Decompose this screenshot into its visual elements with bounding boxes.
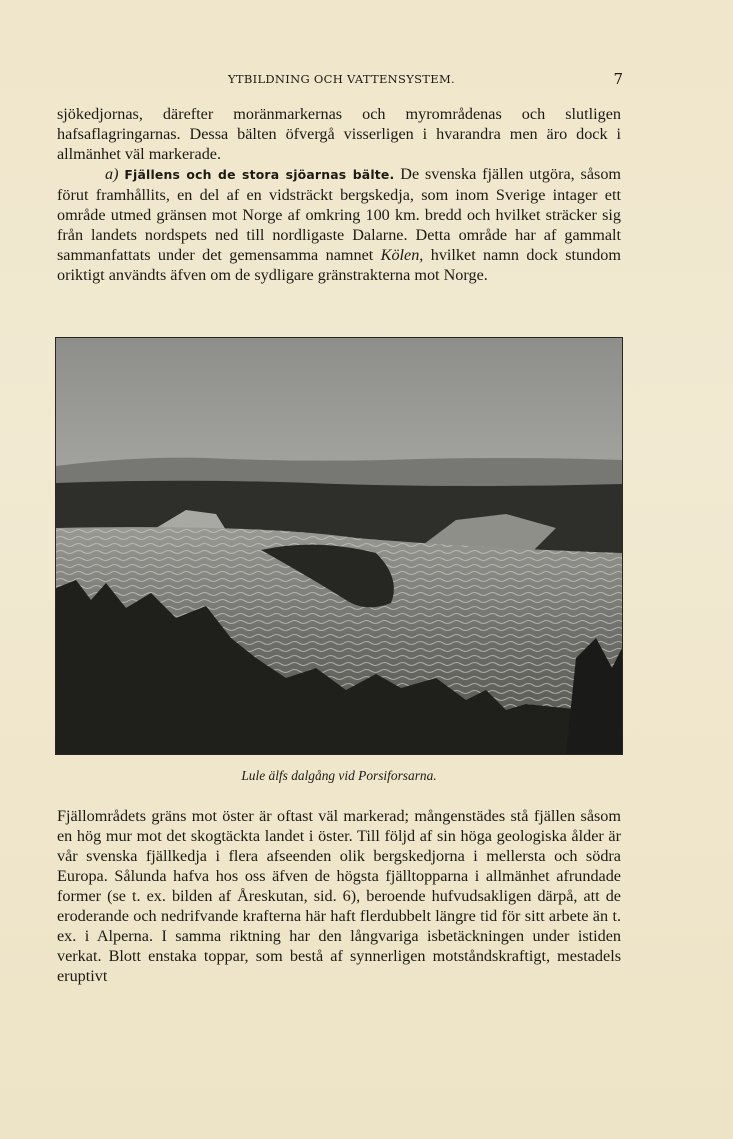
bottom-text-block (57, 806, 621, 986)
section-text-part-2: hvilket namn dock stundom oriktigt användts äfven om de sydligare gränstrakterna mot Norge. (57, 246, 621, 284)
page-number: 7 (613, 70, 623, 88)
running-title: YTBILDNING OCH VATTENSYSTEM. (228, 72, 455, 86)
kolen-term: Kölen, (380, 246, 424, 264)
top-text-block (57, 104, 621, 285)
running-header (57, 72, 626, 86)
figure-caption: Lule älfs dalgång vid Porsiforsarna. (241, 768, 437, 783)
landscape-photo (55, 337, 623, 755)
paragraph-section-a (57, 164, 621, 285)
section-text-part-1: De svenska fjällen utgöra, såsom förut framhållits, en del af en vidsträckt bergskedja, som inom Sverige intager ett område utmed gränsen mot Norge af omkring 100 km. bredd och hvilket sträcker sig från landets nordspets ned till nordligaste Dalarne. Detta område har af gammalt sammanfattats under det gemensamma namnet (57, 165, 622, 264)
section-heading: Fjällens och de stora sjöarnas bälte. (124, 167, 395, 182)
section-marker: a) (105, 165, 119, 183)
paragraph-intro: sjökedjornas, därefter moränmarkernas och myrområdenas och slutligen hafsaflagringarnas. Dessa bälten öfvergå visserligen i hvarandra men äro dock i allmänhet väl markerade. (57, 105, 621, 163)
paragraph-boundary: Fjällområdets gräns mot öster är oftast väl markerad; mångenstädes stå fjällen såsom en hög mur mot det skogtäckta landet i öster. Till följd af sin höga geologiska ålder är vår svenska fjällkedja i flera afseenden olik bergskedjorna i mellersta och södra Europa. Sålunda hafva hos oss äfven de högsta fjälltopparna i allmänhet afrundade former (se t. ex. bilden af Åreskutan, sid. 6), beroende hufvudsakligen därpå, att de eroderande och nedrifvande krafterna här haft flerdubbelt längre tid för sitt arbete än t. ex. i Alperna. I samma riktning har den långvariga isbetäckningen under istiden verkat. Blott enstaka toppar, som bestå af synnerligen motståndskraftigt, mestadels eruptivt (57, 807, 621, 985)
river-rapids-illustration (56, 338, 622, 754)
